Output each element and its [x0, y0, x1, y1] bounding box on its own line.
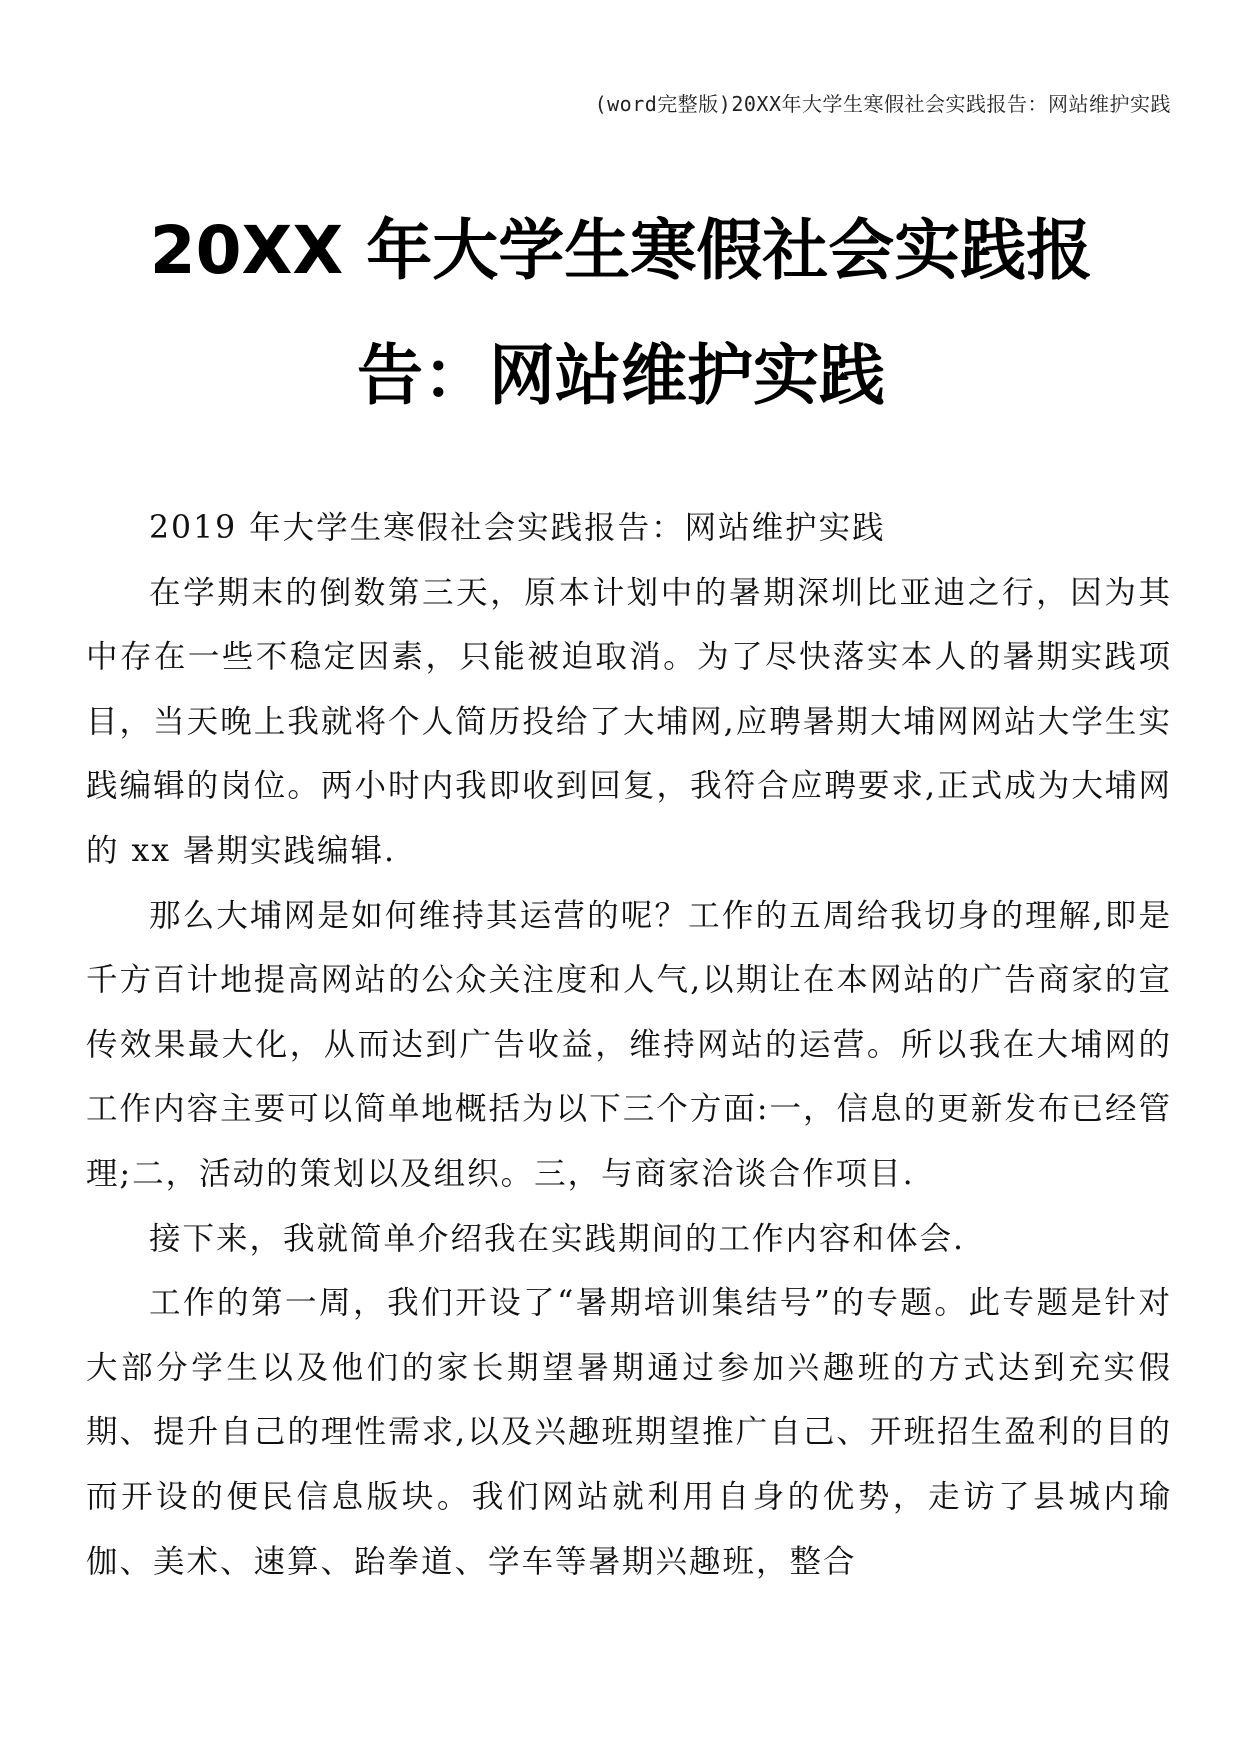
running-header: (word完整版)20XX年大学生寒假社会实践报告：网站维护实践	[594, 92, 1171, 116]
paragraph-2: 在学期末的倒数第三天，原本计划中的暑期深圳比亚迪之行，因为其中存在一些不稳定因素，只能被迫取消。为了尽快落实本人的暑期实践项目，当天晚上我就将个人简历投给了大埔网,应聘暑期大埔网网站大学生实践编辑的岗位。两小时内我即收到回复，我符合应聘要求,正式成为大埔网的 xx 暑期实践编辑.	[86, 574, 1172, 869]
paragraph-5: 工作的第一周，我们开设了“暑期培训集结号”的专题。此专题是针对大部分学生以及他们的家长期望暑期通过参加兴趣班的方式达到充实假期、提升自己的理性需求,以及兴趣班期望推广自己、开班招生盈利的目的而开设的便民信息版块。我们网站就利用自身的优势，走访了县城内瑜伽、美术、速算、跆拳道、学车等暑期兴趣班，整合	[86, 1285, 1172, 1580]
paragraph-3: 那么大埔网是如何维持其运营的呢？工作的五周给我切身的理解,即是千方百计地提高网站的公众关注度和人气,以期让在本网站的广告商家的宣传效果最大化，从而达到广告收益，维持网站的运营。所以我在大埔网的工作内容主要可以简单地概括为以下三个方面:一，信息的更新发布已经管理;二，活动的策划以及组织。三，与商家洽谈合作项目.	[86, 897, 1172, 1192]
document-body	[86, 496, 1172, 1594]
paragraph-1: 2019 年大学生寒假社会实践报告：网站维护实践	[149, 510, 886, 546]
document-title: 20XX 年大学生寒假社会实践报告：网站维护实践	[149, 212, 1093, 414]
paragraph-4: 接下来，我就简单介绍我在实践期间的工作内容和体会.	[149, 1220, 966, 1257]
